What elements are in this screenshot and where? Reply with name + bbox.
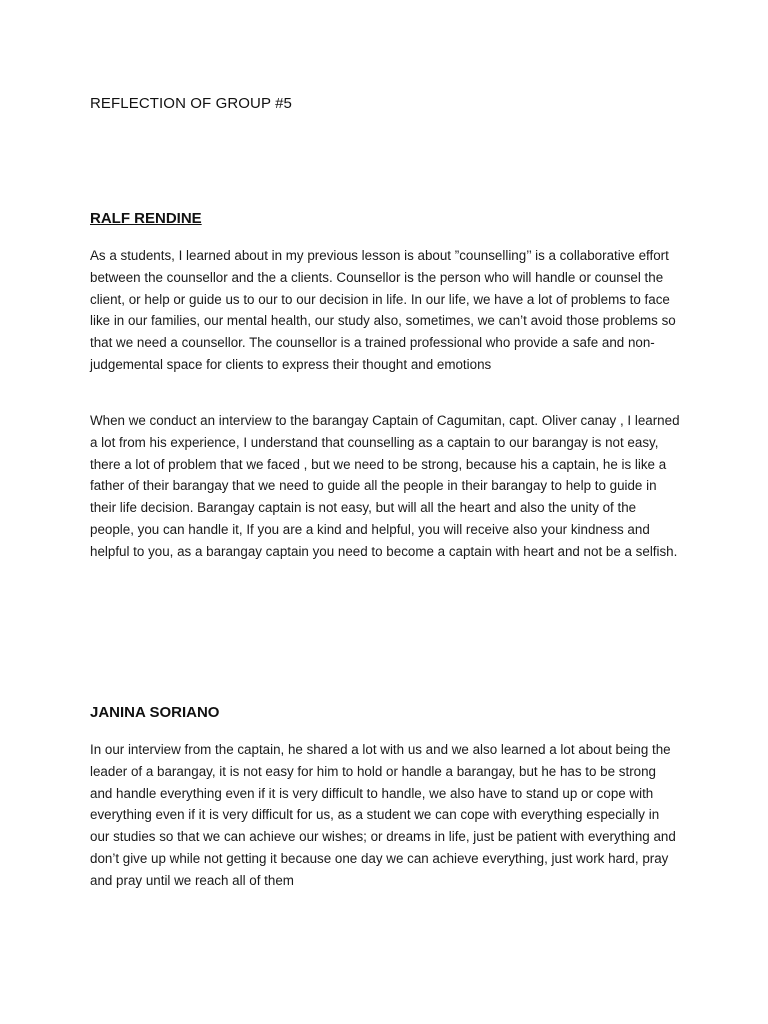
section-heading-janina-soriano: JANINA SORIANO [90, 704, 220, 721]
paragraph-counselling-definition: As a students, I learned about in my previous lesson is about ”counselling’’ is a collaborative effort between the counsellor and the a clients. Counsellor is the person who will handle or counsel the client, or help or guide us to our to our decision in life. In our life, we have a lot of problems to face like in our families, our mental health, our study also, sometimes, we can’t avoid those problems so that we need a counsellor. The counsellor is a trained professional who provide a safe and non-judgemental space for clients to express their thought and emotions [90, 248, 676, 372]
paragraph-leadership-reflection: In our interview from the captain, he shared a lot with us and we also learned a lot about being the leader of a barangay, it is not easy for him to hold or handle a barangay, but he has to be strong and handle everything even if it is very difficult to handle, we also have to stand up or cope with everything even if it is very difficult for us, as a student we can cope with everything especially in our studies so that we can achieve our wishes; or dreams in life, just be patient with everything and don’t give up while not getting it because one day we can achieve everything, just work hard, pray and pray until we reach all of them [90, 742, 676, 888]
paragraph-captain-interview: When we conduct an interview to the barangay Captain of Cagumitan, capt. Oliver canay , I learned a lot from his experience, I understand that counselling as a captain to our barangay is not easy, there a lot of problem that we faced , but we need to be strong, because his a captain, he is like a father of their barangay that we need to guide all the people in their barangay to help to guide in their life decision. Barangay captain is not easy, but will all the heart and also the unity of the people, you can handle it, If you are a kind and helpful, you will receive also your kindness and helpful to you, as a barangay captain you need to become a captain with heart and not be a selfish. [90, 413, 680, 559]
section-heading-ralf-rendine: RALF RENDINE [90, 210, 202, 227]
document-title: REFLECTION OF GROUP #5 [90, 95, 292, 112]
